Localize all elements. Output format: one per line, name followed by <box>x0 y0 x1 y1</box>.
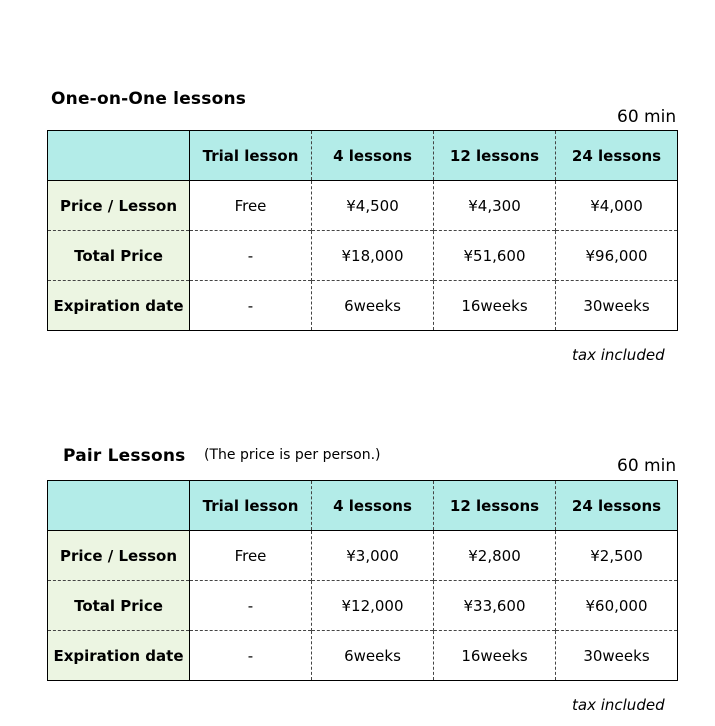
table-cell: 6weeks <box>312 281 434 331</box>
pair-duration: 60 min <box>617 456 677 476</box>
table-cell: ¥96,000 <box>556 231 678 281</box>
table-header-row <box>48 481 678 531</box>
header-12-lessons: 12 lessons <box>434 481 556 531</box>
table-row <box>48 631 678 681</box>
table-cell: ¥2,500 <box>556 531 678 581</box>
pair-title: Pair Lessons <box>63 446 186 466</box>
table-cell: - <box>190 581 312 631</box>
pair-price-table <box>47 480 678 681</box>
table-cell: ¥4,300 <box>434 181 556 231</box>
table-cell: ¥2,800 <box>434 531 556 581</box>
table-cell: ¥18,000 <box>312 231 434 281</box>
table-row <box>48 181 678 231</box>
one-on-one-tax-note: tax included <box>572 346 665 364</box>
header-trial-lesson: Trial lesson <box>190 481 312 531</box>
row-label-price-per-lesson: Price / Lesson <box>48 181 190 231</box>
header-12-lessons: 12 lessons <box>434 131 556 181</box>
header-24-lessons: 24 lessons <box>556 481 678 531</box>
row-label-total-price: Total Price <box>48 581 190 631</box>
one-on-one-price-table <box>47 130 678 331</box>
table-cell: ¥3,000 <box>312 531 434 581</box>
table-cell: - <box>190 231 312 281</box>
table-cell: 30weeks <box>556 631 678 681</box>
table-cell: 16weeks <box>434 631 556 681</box>
table-cell: 16weeks <box>434 281 556 331</box>
one-on-one-title: One-on-One lessons <box>51 89 247 109</box>
table-cell: ¥12,000 <box>312 581 434 631</box>
table-cell: Free <box>190 531 312 581</box>
header-corner-cell <box>48 481 190 531</box>
table-cell: ¥4,500 <box>312 181 434 231</box>
row-label-expiration-date: Expiration date <box>48 281 190 331</box>
table-header-row <box>48 131 678 181</box>
table-cell: Free <box>190 181 312 231</box>
header-24-lessons: 24 lessons <box>556 131 678 181</box>
table-cell: 6weeks <box>312 631 434 681</box>
row-label-expiration-date: Expiration date <box>48 631 190 681</box>
table-cell: 30weeks <box>556 281 678 331</box>
header-4-lessons: 4 lessons <box>312 481 434 531</box>
pair-tax-note: tax included <box>572 696 665 714</box>
table-row <box>48 581 678 631</box>
table-row <box>48 281 678 331</box>
header-trial-lesson: Trial lesson <box>190 131 312 181</box>
header-corner-cell <box>48 131 190 181</box>
header-4-lessons: 4 lessons <box>312 131 434 181</box>
row-label-total-price: Total Price <box>48 231 190 281</box>
table-cell: - <box>190 631 312 681</box>
table-cell: ¥60,000 <box>556 581 678 631</box>
table-cell: ¥51,600 <box>434 231 556 281</box>
row-label-price-per-lesson: Price / Lesson <box>48 531 190 581</box>
table-cell: ¥33,600 <box>434 581 556 631</box>
table-cell: ¥4,000 <box>556 181 678 231</box>
table-row <box>48 231 678 281</box>
one-on-one-duration: 60 min <box>617 107 677 127</box>
table-cell: - <box>190 281 312 331</box>
pair-price-note: (The price is per person.) <box>204 447 381 463</box>
table-row <box>48 531 678 581</box>
